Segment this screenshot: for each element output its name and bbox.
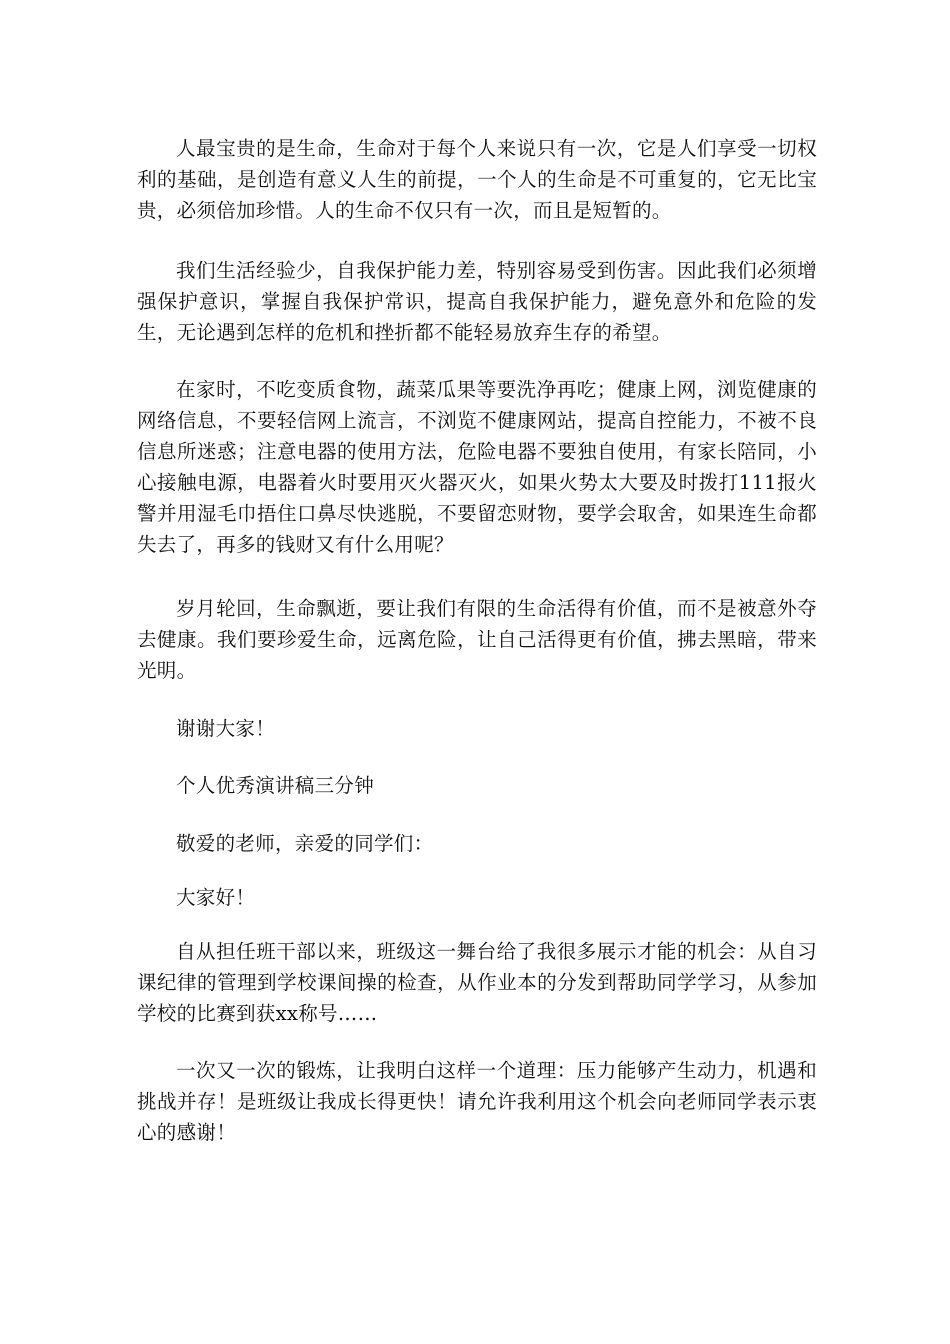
speech-salutation: 敬爱的老师，亲爱的同学们： [176,832,434,855]
speech-paragraph-class-cadre: 自从担任班干部以来，班级这一舞台给了我很多展示才能的机会：从自习课纪律的管理到学校课间操的检查，从作业本的分发到帮助同学学习，从参加学校的比赛到获xx称号…… [137,940,817,1025]
speech-paragraph-gratitude: 一次又一次的锻炼，让我明白这样一个道理：压力能够产生动力，机遇和挑战并存！是班级让我成长得更快！请允许我利用这个机会向老师同学表示衷心的感谢！ [137,1059,817,1144]
paragraph-self-protection: 我们生活经验少，自我保护能力差，特别容易受到伤害。因此我们必须增强保护意识，掌握自我保护常识，提高自我保护能力，避免意外和危险的发生，无论遇到怎样的危机和挫折都不能轻易放弃生存的希望。 [137,259,817,344]
speech-greeting: 大家好！ [176,886,256,909]
paragraph-value-of-life: 人最宝贵的是生命，生命对于每个人来说只有一次，它是人们享受一切权利的基础，是创造有意义人生的前提，一个人的生命是不可重复的，它无比宝贵，必须倍加珍惜。人的生命不仅只有一次，而且是短暂的。 [137,137,817,222]
paragraph-home-safety: 在家时，不吃变质食物，蔬菜瓜果等要洗净再吃；健康上网，浏览健康的网络信息，不要轻信网上流言，不浏览不健康网站，提高自控能力，不被不良信息所迷惑；注意电器的使用方法，危险电器不要独自使用，有家长陪同，小心接触电源，电器着火时要用灭火器灭火，如果火势太大要及时拨打111报火警并用湿毛巾捂住口鼻尽快逃脱，不要留恋财物，要学会取舍，如果连生命都失去了，再多的钱财又有什么用呢？ [137,378,817,556]
paragraph-cherish-life: 岁月轮回，生命飘逝，要让我们有限的生命活得有价值，而不是被意外夺去健康。我们要珍爱生命，远离危险，让自己活得更有价值，拂去黑暗，带来光明。 [137,597,817,682]
paragraph-thanks: 谢谢大家！ [176,717,276,740]
section-title: 个人优秀演讲稿三分钟 [176,774,375,797]
